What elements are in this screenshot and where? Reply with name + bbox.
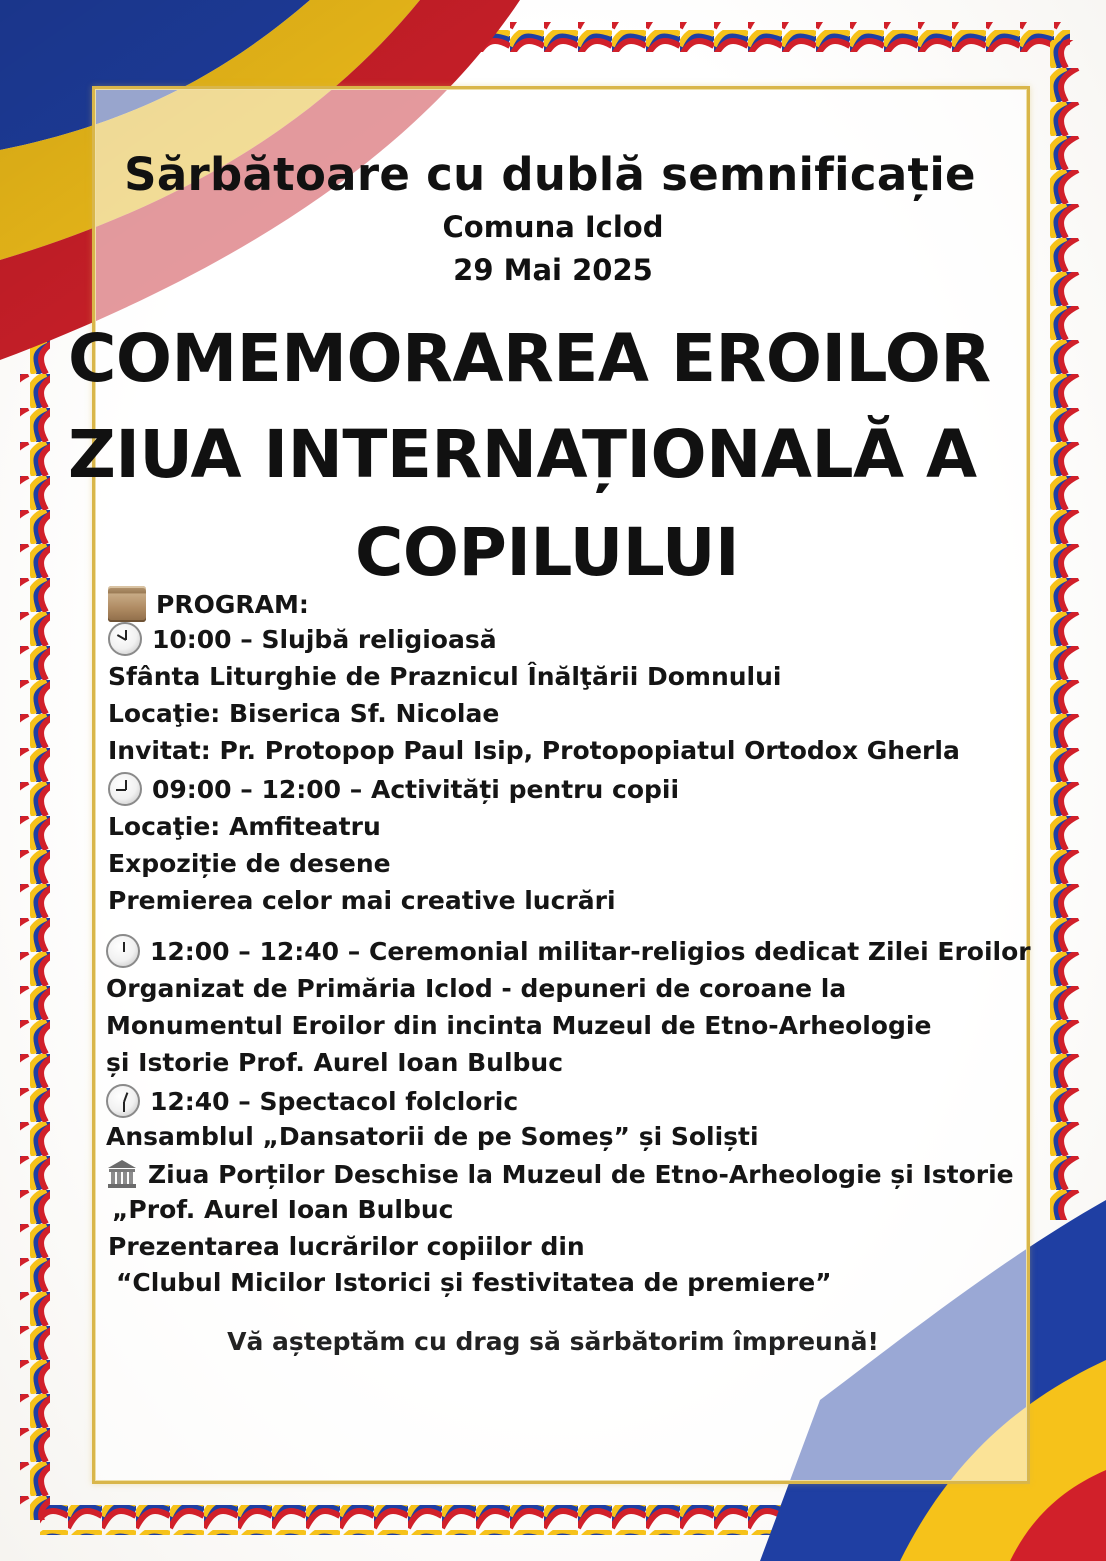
headline-line-2: ZIUA INTERNAȚIONALĂ A: [68, 416, 977, 493]
program-detail: “Clubul Micilor Istorici și festivitatea de premiere”: [116, 1268, 832, 1297]
clock-icon: [108, 772, 142, 806]
program-item: [106, 934, 1031, 968]
scroll-icon: [108, 586, 146, 622]
program-detail: Ansamblul „Dansatorii de pe Someș” și Soliști: [106, 1122, 759, 1151]
closing-message: Vă așteptăm cu drag să sărbătorim împreună!: [227, 1327, 879, 1356]
program-detail: Locaţie: Biserica Sf. Nicolae: [108, 699, 500, 728]
program-time-slot: 09:00 – 12:00 – Activități pentru copii: [152, 774, 680, 804]
event-date: 29 Mai 2025: [453, 253, 653, 287]
program-time-slot: 12:40 – Spectacol folcloric: [150, 1086, 519, 1116]
event-title: Sărbătoare cu dublă semnificație: [124, 148, 976, 201]
program-detail: Monumentul Eroilor din incinta Muzeul de Etno-Arheologie: [106, 1011, 932, 1040]
program-detail: Organizat de Primăria Iclod - depuneri de coroane la: [106, 974, 847, 1003]
program-item: [106, 1158, 1014, 1190]
program-detail: Prezentarea lucrărilor copiilor din: [108, 1232, 585, 1261]
program-time-slot: 10:00 – Slujbă religioasă: [152, 624, 497, 654]
clock-icon: [106, 934, 140, 968]
program-museum-line: Ziua Porților Deschise la Muzeul de Etno-Arheologie și Istorie: [148, 1159, 1014, 1189]
clock-icon: [106, 1084, 140, 1118]
classical-building-icon: [106, 1158, 138, 1190]
headline-line-3: COPILULUI: [354, 514, 740, 591]
program-heading-label: PROGRAM:: [156, 589, 309, 619]
program-item: [108, 772, 679, 806]
program-item: [108, 622, 497, 656]
event-location: Comuna Iclod: [442, 210, 664, 244]
program-detail: Sfânta Liturghie de Praznicul Înălţării Domnului: [108, 662, 782, 691]
program-detail: Invitat: Pr. Protopop Paul Isip, Protopopiatul Ortodox Gherla: [108, 736, 960, 765]
program-time-slot: 12:00 – 12:40 – Ceremonial militar-religios dedicat Zilei Eroilor: [150, 936, 1031, 966]
program-detail: Premierea celor mai creative lucrări: [108, 886, 616, 915]
program-detail: Locaţie: Amfiteatru: [108, 812, 381, 841]
program-detail: Expoziție de desene: [108, 849, 391, 878]
clock-icon: [108, 622, 142, 656]
program-detail: „Prof. Aurel Ioan Bulbuc: [112, 1195, 454, 1224]
headline-line-1: COMEMORAREA EROILOR: [68, 320, 991, 397]
program-heading: [108, 586, 309, 622]
program-item: [106, 1084, 518, 1118]
program-detail: și Istorie Prof. Aurel Ioan Bulbuc: [106, 1048, 564, 1077]
